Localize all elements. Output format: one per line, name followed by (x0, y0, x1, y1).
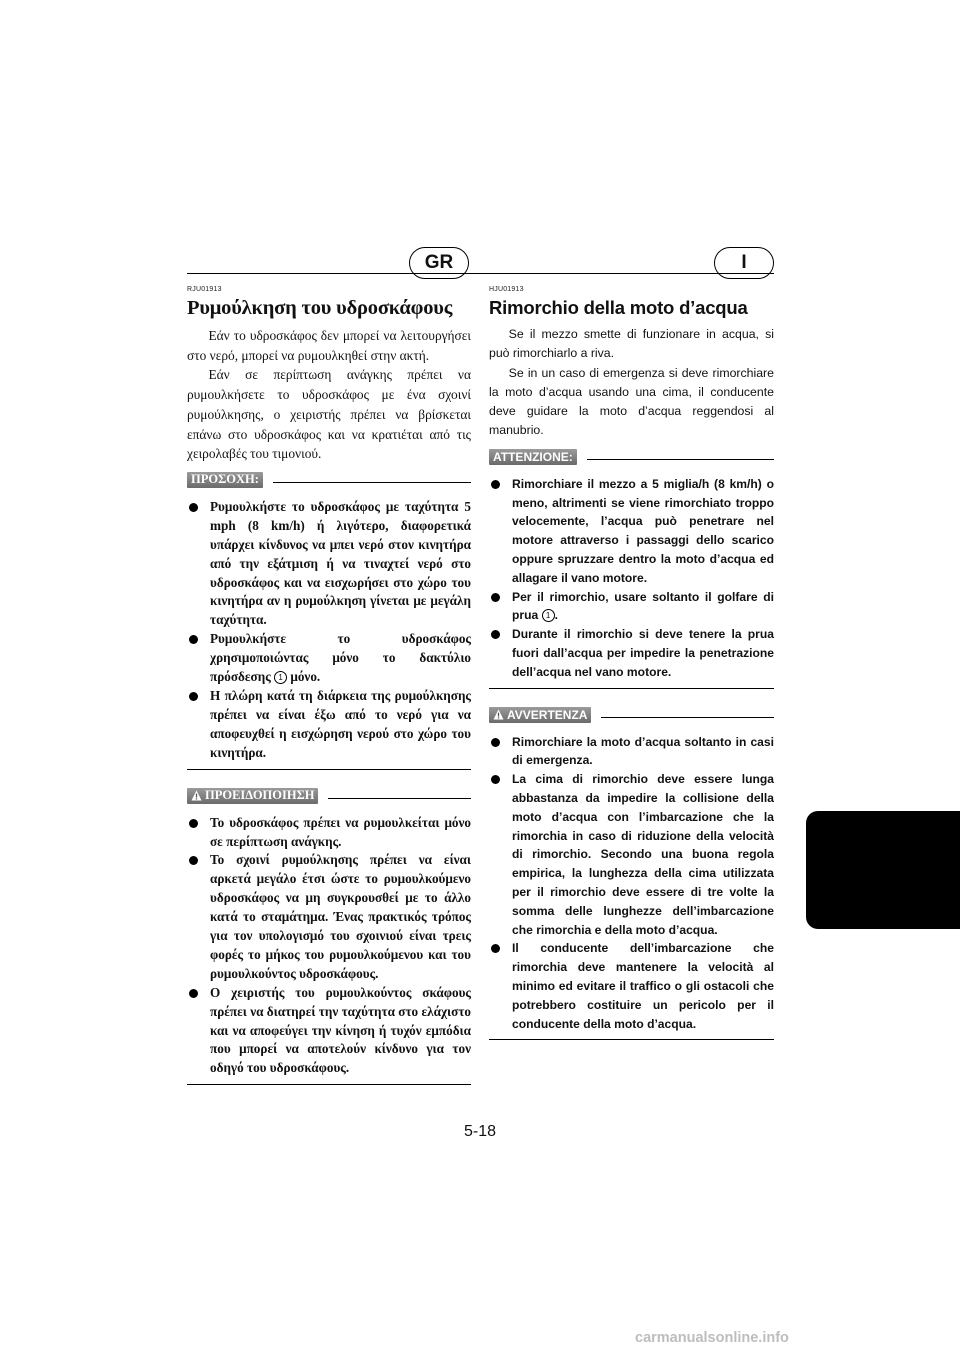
bullet-icon (189, 635, 198, 644)
caution-tag: ATTENZIONE: (489, 449, 577, 465)
caution-tag: ΠΡΟΣΟΧΗ: (187, 472, 263, 488)
warning-header (489, 707, 774, 723)
bullet-icon (189, 989, 198, 998)
footer-watermark: carmanualsonline.info (635, 1330, 789, 1346)
divider (489, 688, 774, 689)
warning-triangle-icon (493, 709, 504, 720)
header-rule (187, 273, 774, 274)
list-item: Ρυμουλκήστε το υδροσκάφος με ταχύτητα 5 mph (8 km/h) ή λιγότερο, διαφορετικά υπάρχει κίνδυνος να μπει νερό στον κινητήρα από την εξάτμιση ή να τιναχτεί νερό στο υδροσκάφος και να εισχωρήσει στο χώρο του κινητήρα αν η ρυμούλκηση γίνεται με μεγάλη ταχύτητα. (187, 498, 471, 630)
bullet-icon (491, 944, 500, 953)
bullet-icon (189, 692, 198, 701)
divider (273, 482, 471, 483)
language-badge-i: I (714, 247, 774, 279)
section-title: Ρυμούλκηση του υδροσκάφους (187, 297, 453, 319)
list-item: Per il rimorchio, usare soltanto il golfare di prua 1 . (489, 588, 774, 626)
warning-triangle-icon (191, 790, 202, 801)
divider (187, 1084, 471, 1085)
callout-number-icon: 1 (274, 671, 287, 684)
section-tab-marker (806, 811, 960, 929)
caution-header (187, 472, 471, 488)
caution-list (489, 475, 774, 682)
list-item: Ο χειριστής του ρυμουλκούντος σκάφους πρέπει να διατηρεί την ταχύτητα στο ελάχιστο και να αποφεύγει την κίνηση ή τυχόν εμπόδια που μπορεί να αποτελούν κίνδυνο για τον οδηγό του υδροσκάφους. (187, 984, 471, 1079)
greek-column (187, 286, 471, 1085)
page-number: 5-18 (463, 1123, 497, 1140)
divider (601, 717, 774, 718)
list-item: Ρυμουλκήστε το υδροσκάφος χρησιμοποιώντας μόνο το δακτύλιο πρόσδεσης 1 μόνο. (187, 630, 471, 687)
list-item: Η πλώρη κατά τη διάρκεια της ρυμούλκησης πρέπει να είναι έξω από το νερό για να αποφευχθεί η εισχώρηση νερού στο χώρο του κινητήρα. (187, 687, 471, 763)
callout-number-icon: 1 (542, 609, 555, 622)
list-item: Το υδροσκάφος πρέπει να ρυμουλκείται μόνο σε περίπτωση ανάγκης. (187, 814, 471, 852)
bullet-icon (189, 819, 198, 828)
list-item: Το σχοινί ρυμούλκησης πρέπει να είναι αρκετά μεγάλο έτσι ώστε το ρυμουλκούμενο υδροσκάφος να μη συγκρουσθεί με το άλλο κατά το σταμάτημα. Ένας πρακτικός τρόπος για τον υπολογισμό του σχοινιού είναι τρεις φορές το μήκος του ρυμουλκούμενου και του ρυμουλκούντος υδροσκάφους. (187, 851, 471, 983)
bullet-icon (189, 503, 198, 512)
warning-list (187, 814, 471, 1079)
paragraph: Εάν το υδροσκάφος δεν μπορεί να λειτουργήσει στο νερό, μπορεί να ρυμουλκηθεί στην ακτή. (187, 328, 471, 363)
caution-header (489, 449, 774, 465)
divider (587, 459, 774, 460)
section-code: RJU01913 (187, 286, 222, 293)
list-item: Il conducente dell’imbarcazione che rimorchia deve mantenere la velocità al minimo ed evitare il traffico o gli ostacoli che potrebbero costituire un pericolo per il conducente della moto d’acqua. (489, 939, 774, 1033)
bullet-icon (491, 738, 500, 747)
paragraph: Se in un caso di emergenza si deve rimorchiare la moto d’acqua usando una cima, il conducente deve guidare la moto d’acqua reggendosi al manubrio. (489, 365, 774, 438)
bullet-icon (491, 593, 500, 602)
warning-list (489, 733, 774, 1034)
paragraph: Εάν σε περίπτωση ανάγκης πρέπει να ρυμουλκήσετε το υδροσκάφος με ένα σχοινί ρυμούλκησης, ο χειριστής πρέπει να βρίσκεται επάνω στο υδροσκάφος και να κρατιέται από τις χειρολαβές του τιμονιού. (187, 367, 471, 462)
list-item: La cima di rimorchio deve essere lunga abbastanza da impedire la collisione della moto d’acqua con l’imbarcazione che la rimorchia in caso di riduzione della velocità di rimorchio. Secondo una buona regola empirica, la lunghezza della cima utilizzata per il rimorchio deve essere di tre volte la somma delle lunghezze dell’imbarcazione che rimorchia e della moto d’acqua. (489, 770, 774, 939)
bullet-icon (491, 480, 500, 489)
warning-tag: AVVERTENZA (489, 707, 591, 723)
caution-list (187, 498, 471, 763)
bullet-icon (491, 775, 500, 784)
bullet-icon (189, 856, 198, 865)
section-code: HJU01913 (489, 286, 524, 293)
warning-tag: ΠΡΟΕΙΔΟΠΟΙΗΣΗ (187, 788, 318, 804)
bullet-icon (491, 630, 500, 639)
list-item: Rimorchiare il mezzo a 5 miglia/h (8 km/h) o meno, altrimenti se viene rimorchiato troppo velocemente, l’acqua può penetrare nel motore attraverso i passaggi dello scarico oppure spruzzare dentro la moto d’acqua ed allagare il vano motore. (489, 475, 774, 588)
warning-header (187, 788, 471, 804)
divider (489, 1039, 774, 1040)
section-title: Rimorchio della moto d’acqua (489, 297, 748, 318)
language-badge-gr: GR (409, 247, 469, 279)
list-item: Rimorchiare la moto d’acqua soltanto in casi di emergenza. (489, 733, 774, 771)
divider (187, 769, 471, 770)
divider (328, 798, 471, 799)
list-item: Durante il rimorchio si deve tenere la prua fuori dall’acqua per impedire la penetrazione dell’acqua nel vano motore. (489, 625, 774, 681)
paragraph: Se il mezzo smette di funzionare in acqua, si può rimorchiarlo a riva. (489, 327, 774, 361)
italian-column (489, 286, 774, 1040)
